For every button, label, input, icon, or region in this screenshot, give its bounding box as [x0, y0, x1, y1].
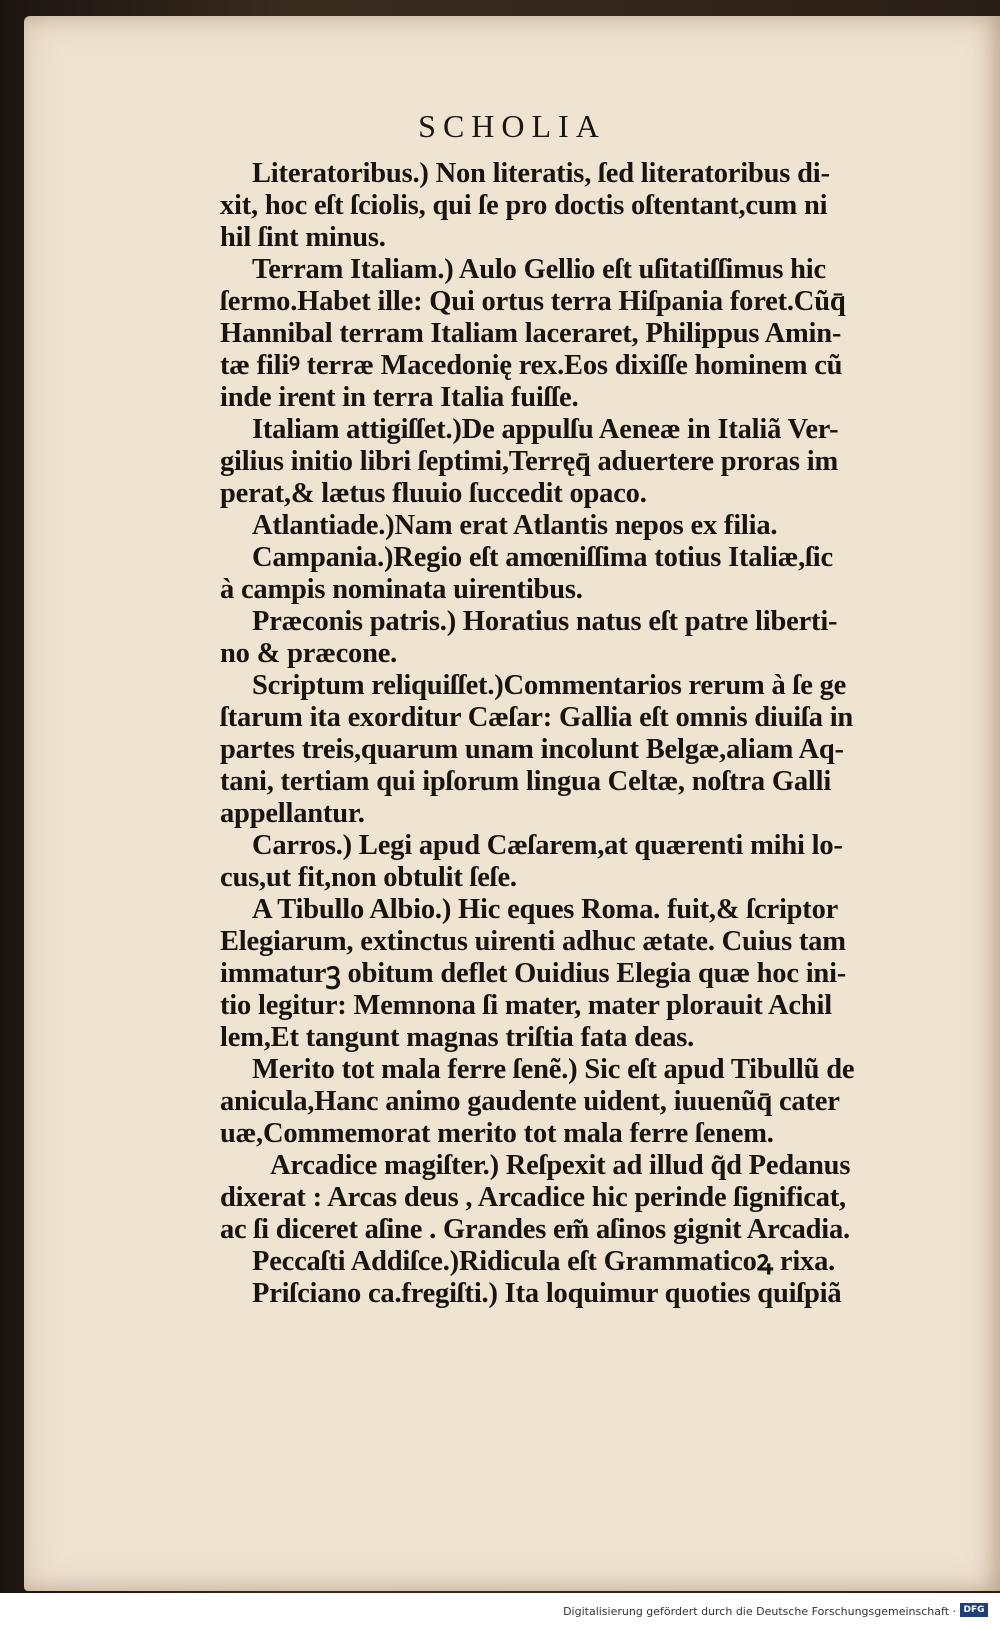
text-line: Carros.) Legi apud Cæſarem,at quærenti mihi lo-: [252, 830, 843, 861]
text-line: Arcadice magiſter.) Reſpexit ad illud q̃d Pedanus: [270, 1150, 851, 1181]
text-line: A Tibullo Albio.) Hic eques Roma. fuit,& ſcriptor: [252, 894, 839, 925]
text-line: Hannibal terram Italiam laceraret, Philippus Amin-: [220, 318, 842, 349]
text-line: Præconis patris.) Horatius natus eſt patre liberti-: [252, 606, 838, 637]
running-header: SCHOLIA: [418, 108, 606, 144]
text-line: à campis nominata uirentibus.: [220, 574, 583, 605]
text-line: ac ſi diceret aſine . Grandes em̃ aſinos gignit Arcadia.: [220, 1214, 850, 1245]
text-line: uæ,Commemorat merito tot mala ferre ſenem.: [220, 1118, 774, 1149]
funding-credit: Digitalisierung gefördert durch die Deutsche Forschungsgemeinschaft ·: [563, 1605, 956, 1618]
text-line: appellantur.: [220, 798, 365, 829]
text-line: Terram Italiam.) Aulo Gellio eſt uſitatiſſimus hic: [252, 254, 826, 285]
text-line: partes treis,quarum unam incolunt Belgæ,aliam Aq-: [220, 734, 844, 765]
text-line: tæ filiꝰ terræ Macedonię rex.Eos dixiſſe hominem cũ: [220, 350, 843, 381]
text-line: xit, hoc eſt ſciolis, qui ſe pro doctis oſtentant,cum ni: [220, 190, 828, 221]
book-page: [24, 16, 1000, 1591]
text-line: no & præcone.: [220, 638, 398, 669]
text-line: Peccaſti Addiſce.)Ridicula eſt Grammaticoꝝ rixa.: [252, 1246, 836, 1277]
text-line: immaturꝫ obitum deflet Ouidius Elegia quæ hoc ini-: [220, 958, 847, 989]
text-line: Scriptum reliquiſſet.)Commentarios rerum à ſe ge: [252, 670, 847, 701]
text-line: Elegiarum, extinctus uirenti adhuc ætate. Cuius tam: [220, 926, 846, 957]
body-text: [220, 158, 960, 1310]
text-line: inde irent in terra Italia fuiſſe.: [220, 382, 579, 413]
text-line: Italiam attigiſſet.)De appulſu Aeneæ in Italiã Ver-: [252, 414, 839, 445]
dfg-logo: DFG: [960, 1603, 988, 1617]
text-line: Literatoribus.) Non literatis, ſed literatoribus di-: [252, 158, 830, 189]
text-line: dixerat : Arcas deus , Arcadice hic perinde ſignificat,: [220, 1182, 846, 1213]
text-line: tio legitur: Memnona ſi mater, mater plorauit Achil: [220, 990, 832, 1021]
text-line: Atlantiade.)Nam erat Atlantis nepos ex filia.: [252, 510, 778, 541]
text-line: ſtarum ita exorditur Cæſar: Gallia eſt omnis diuiſa in: [220, 702, 854, 733]
text-line: Merito tot mala ferre ſenẽ.) Sic eſt apud Tibullũ de: [252, 1054, 855, 1085]
text-line: anicula,Hanc animo gaudente uident, iuuenũq̄ cater: [220, 1086, 840, 1117]
text-line: tani, tertiam qui ipſorum lingua Celtæ, noſtra Galli: [220, 766, 832, 797]
text-line: cus,ut fit,non obtulit ſeſe.: [220, 862, 517, 893]
text-line: hil ſint minus.: [220, 222, 386, 253]
text-line: Campania.)Regio eſt amœniſſima totius Italiæ,ſic: [252, 542, 833, 573]
text-line: lem,Et tangunt magnas triſtia fata deas.: [220, 1022, 695, 1053]
text-line: perat,& lætus fluuio ſuccedit opaco.: [220, 478, 647, 509]
text-line: ſermo.Habet ille: Qui ortus terra Hiſpania foret.Cũq̄: [220, 286, 846, 317]
text-line: gilius initio libri ſeptimi,Terręq̄ aduertere proras im: [220, 446, 839, 477]
text-line: Priſciano ca.fregiſti.) Ita loquimur quoties quiſpiã: [252, 1278, 842, 1309]
